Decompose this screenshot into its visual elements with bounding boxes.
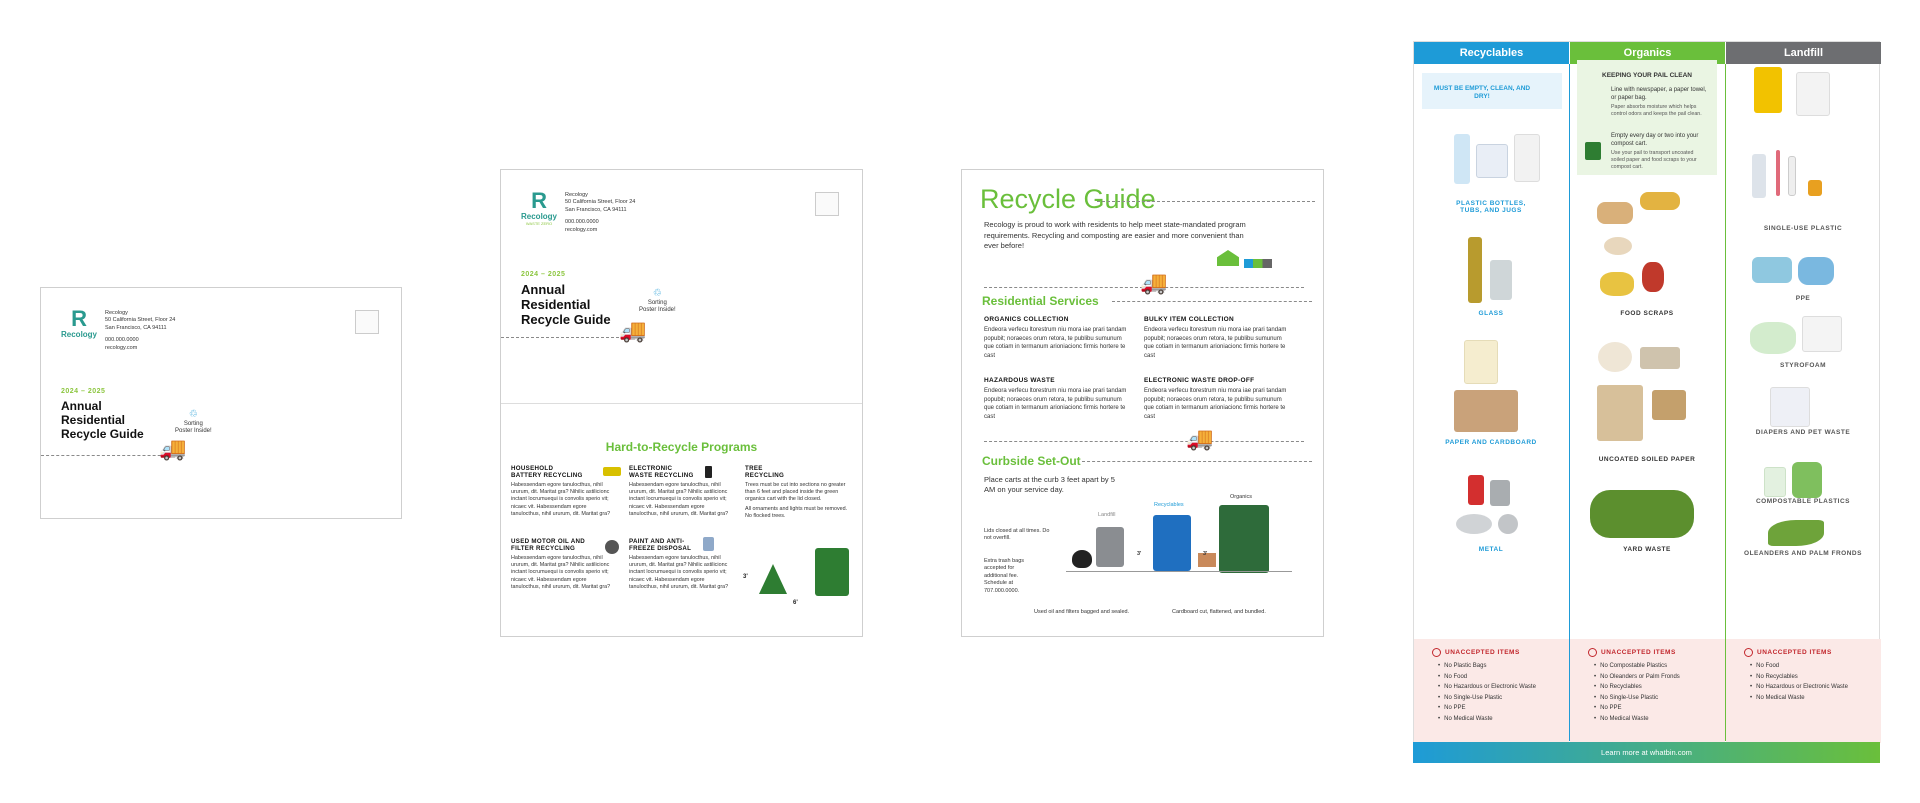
column-header-organics: Organics <box>1570 42 1725 64</box>
service-text: Endeora verfecu ltorestrum niu mora iae prari tandam popubit; noraeces orum retora, te publibu sumunum que cotiam in termanum arioniacionc firmis hortere te cast <box>984 388 1127 421</box>
service-text: Endeora verfecu ltorestrum niu mora iae prari tandam popubit; noraeces orum retora, te publibu sumunum que cotiam in termanum arioniacionc firmis hortere te cast <box>984 327 1127 360</box>
unaccepted-item: • No Hazardous or Electronic Waste <box>1438 684 1569 690</box>
ban-icon <box>1588 648 1597 657</box>
service-bulky <box>1144 316 1292 361</box>
bins-mini-icon <box>1244 259 1272 268</box>
title-line: Residential <box>521 296 591 312</box>
phone-icon <box>705 466 712 478</box>
postcard-small <box>40 287 402 519</box>
chip-bag-icon <box>1754 67 1782 113</box>
sorting-poster <box>1413 41 1880 763</box>
program-text: Habessendam egore tanulocthus, nihil ururum, dit. Maritat gra? Nihilic astilicionc inctant locrumuequi is convolis sperio vit; nicaec vit. Habessendam egore tanulocthus, nihil ururum, dit. Maritat gra? <box>511 554 611 591</box>
sorting-line: Poster Inside! <box>175 428 212 435</box>
program-text: Habessendam egore tanulocthus, nihil ururum, dit. Maritat gra? Nihilic astilicionc inctant locrumuequi is convolis sperio vit; nicaec vit. Habessendam egore tanulocthus, nihil ururum, dit. Maritat gra? <box>629 481 729 518</box>
title-line: Recycle Guide <box>521 311 611 327</box>
program-paint <box>629 538 733 591</box>
program-battery <box>511 465 615 518</box>
pail-tips-title: KEEPING YOUR PAIL CLEAN <box>1602 72 1692 79</box>
unaccepted-item: • No Single-Use Plastic <box>1438 695 1569 701</box>
bin-label-recyclables: Recyclables <box>1154 502 1184 508</box>
glass-jar-icon <box>1490 260 1512 300</box>
cat-metal: METAL <box>1478 546 1504 553</box>
house-icon <box>1217 250 1239 266</box>
recycle-icon: ♲ <box>652 288 662 299</box>
truck-icon: 🚚 <box>159 436 187 461</box>
program-tree <box>745 465 853 520</box>
cat-soiled-paper: UNCOATED SOILED PAPER <box>1598 456 1696 463</box>
bin-label-landfill: Landfill <box>1098 512 1116 518</box>
residential-services-title: Residential Services <box>982 294 1099 308</box>
gap-label: 3' <box>1203 551 1208 557</box>
banana-peel-icon <box>1600 272 1634 296</box>
recycle-guide-page <box>961 169 1324 637</box>
cat-oleanders: OLEANDERS AND PALM FRONDS <box>1744 550 1862 557</box>
column-header-recyclables: Recyclables <box>1414 42 1569 64</box>
landfill-cart <box>1096 527 1124 567</box>
program-text: Habessendam egore tanulocthus, nihil ururum, dit. Maritat gra? Nihilic astilicionc inctant locrumuequi is convolis sperio vit; nicaec vit. Habessendam egore tanulocthus, nihil ururum, dit. Maritat gra? <box>511 481 611 518</box>
service-organics <box>984 316 1132 361</box>
address-line: 50 California Street, Floor 24 <box>105 317 176 324</box>
return-address <box>105 310 175 352</box>
note-cardboard: Cardboard cut, flattened, and bundled. <box>1172 609 1266 615</box>
unaccepted-item: • No Food <box>1438 674 1569 680</box>
pail-tip-1: Line with newspaper, a paper towel, or paper bag. <box>1611 87 1707 102</box>
eggshell-icon <box>1604 237 1632 255</box>
cardboard-icon <box>1454 390 1518 432</box>
address-line: San Francisco, CA 94111 <box>105 324 167 331</box>
tree-dim-width: 6' <box>793 600 798 606</box>
recyclables-cart <box>1153 515 1191 571</box>
egg-carton-icon <box>1640 347 1680 369</box>
oil-can-icon <box>605 540 619 554</box>
compostable-bag-icon <box>1792 462 1822 498</box>
stamp-box <box>815 192 839 216</box>
address-line: 50 California Street, Floor 24 <box>565 199 636 206</box>
face-mask-icon <box>1752 257 1792 283</box>
pail-tip-1-detail: Paper absorbs moisture which helps control odors and keeps the pail clean. <box>1611 104 1702 117</box>
unaccepted-item: • No Compostable Plastics <box>1594 663 1725 669</box>
unaccepted-item: • No Recyclables <box>1594 684 1725 690</box>
pail-tips-box <box>1577 60 1717 175</box>
note-lids: Lids closed at all times. Do not overfill. <box>984 528 1050 542</box>
note-bags: Extra trash bags accepted for additional fee. Schedule at 707.000.0000. <box>984 558 1025 594</box>
sorting-line: Poster Inside! <box>639 307 676 314</box>
curb-line <box>1066 571 1292 572</box>
cat-yard-waste: YARD WASTE <box>1623 546 1671 553</box>
unaccepted-item: • No Plastic Bags <box>1438 663 1569 669</box>
cat-plastic: PLASTIC BOTTLES, TUBS, AND JUGS <box>1456 200 1526 214</box>
website: recology.com <box>105 344 138 351</box>
unaccepted-item: • No Single-Use Plastic <box>1594 695 1725 701</box>
years-label: 2024 – 2025 <box>521 271 566 278</box>
program-ewaste <box>629 465 733 518</box>
unaccepted-item: • No Food <box>1750 663 1881 669</box>
address-line: Recology <box>105 310 128 316</box>
address-line: San Francisco, CA 94111 <box>565 206 627 213</box>
unaccepted-recyclables <box>1414 639 1569 743</box>
recycle-guide-title: Recycle Guide <box>980 184 1156 214</box>
unaccepted-title: UNACCEPTED ITEMS <box>1445 649 1520 657</box>
recycle-guide-intro: Recology is proud to work with residents to help meet state-mandated program requirements. Recycling and composting are easier and more convenient than ever before! <box>984 220 1246 250</box>
foil-tray-icon <box>1456 514 1492 534</box>
service-ewaste <box>1144 377 1292 422</box>
postcard-bifold <box>500 169 863 637</box>
trash-bag-icon <box>1072 550 1092 568</box>
battery-icon <box>603 467 621 476</box>
program-title: PAINT AND ANTI- <box>629 538 685 545</box>
service-hazardous <box>984 377 1132 422</box>
program-title: FREEZE DISPOSAL <box>629 545 692 553</box>
packing-peanuts-icon <box>1750 322 1796 354</box>
stamp-box <box>355 310 379 334</box>
recology-logo-tag: WASTE ZERO <box>525 221 553 226</box>
foil-ball-icon <box>1498 514 1518 534</box>
cat-food-scraps: FOOD SCRAPS <box>1620 310 1674 317</box>
sorting-line: Sorting <box>647 300 667 306</box>
cat-paper: PAPER AND CARDBOARD <box>1445 439 1537 446</box>
program-text: All ornaments and lights must be removed. No flocked trees. <box>745 505 848 520</box>
unaccepted-item: • No PPE <box>1438 705 1569 711</box>
clear-cup-icon <box>1764 467 1786 497</box>
service-title: HAZARDOUS WASTE <box>984 377 1055 384</box>
cat-single-use: SINGLE-USE PLASTIC <box>1763 225 1843 232</box>
plastic-bag-icon <box>1796 72 1830 116</box>
tin-can-icon <box>1490 480 1510 506</box>
corn-icon <box>1640 192 1680 210</box>
unaccepted-item: • No Medical Waste <box>1594 716 1725 722</box>
tree-dim-height: 3' <box>743 574 748 580</box>
guide-title <box>521 283 611 328</box>
hard-to-recycle-title: Hard-to-Recycle Programs <box>605 440 758 454</box>
fold-line <box>501 403 862 404</box>
unaccepted-item: • No Recyclables <box>1750 674 1881 680</box>
service-title: ORGANICS COLLECTION <box>984 316 1069 323</box>
program-title: TREE <box>745 465 763 472</box>
bread-icon <box>1597 202 1633 224</box>
unaccepted-item: • No Medical Waste <box>1750 695 1881 701</box>
program-title: RECYCLING <box>745 472 785 480</box>
organics-cart-icon <box>815 548 849 596</box>
unaccepted-item: • No Oleanders or Palm Fronds <box>1594 674 1725 680</box>
plastic-wrap-icon <box>1752 154 1766 198</box>
route-line <box>1112 301 1312 302</box>
program-text: Habessendam egore tanulocthus, nihil ururum, dit. Maritat gra? Nihilic astilicionc inctant locrumuequi is convolis sperio vit; nicaec vit. Habessendam egore tanulocthus, nihil ururum, dit. Maritat gra? <box>629 554 729 591</box>
truck-icon: 🚚 <box>1140 270 1168 295</box>
yogurt-tub-icon <box>1476 144 1508 178</box>
program-title: ELECTRONIC <box>629 465 673 472</box>
cat-diapers: DIAPERS AND PET WASTE <box>1755 429 1851 436</box>
compost-pail-icon <box>1585 142 1601 160</box>
service-title: BULKY ITEM COLLECTION <box>1144 316 1234 323</box>
title-line: Annual <box>61 399 102 413</box>
foam-container-icon <box>1802 316 1842 352</box>
phone-number: 000.000.0000 <box>105 337 139 344</box>
apple-core-icon <box>1642 262 1664 292</box>
takeout-box-icon <box>1652 390 1686 420</box>
wine-bottle-icon <box>1468 237 1482 303</box>
must-be-empty-note: MUST BE EMPTY, CLEAN, AND DRY! <box>1422 73 1562 109</box>
truck-icon: 🚚 <box>1186 426 1214 451</box>
curbside-title: Curbside Set-Out <box>982 454 1081 468</box>
unaccepted-item: • No Hazardous or Electronic Waste <box>1750 684 1881 690</box>
column-header-landfill: Landfill <box>1726 42 1881 64</box>
recycle-icon: ♲ <box>188 409 198 420</box>
route-line <box>1097 201 1315 202</box>
service-title: ELECTRONIC WASTE DROP-OFF <box>1144 377 1255 384</box>
route-line <box>1082 461 1312 462</box>
sorting-badge <box>175 409 212 435</box>
unaccepted-item: • No PPE <box>1594 705 1725 711</box>
cat-styrofoam: STYROFOAM <box>1779 362 1827 369</box>
recology-logo <box>521 190 557 226</box>
route-line <box>501 337 629 338</box>
unaccepted-organics <box>1570 639 1725 743</box>
program-text: Trees must be cut into sections no greater than 6 feet and placed inside the green organics cart with the lid closed. <box>745 481 846 503</box>
ban-icon <box>1744 648 1753 657</box>
sorting-line: Sorting <box>183 421 203 427</box>
yard-waste-icon <box>1590 490 1694 538</box>
years-label: 2024 – 2025 <box>61 388 106 395</box>
soda-can-icon <box>1468 475 1484 505</box>
route-line <box>984 441 1304 442</box>
recology-logo <box>61 308 97 339</box>
program-title: HOUSEHOLD <box>511 465 554 472</box>
recology-logo-word: Recology <box>61 330 98 339</box>
service-text: Endeora verfecu ltorestrum niu mora iae prari tandam popubit; noraeces orum retora, te publibu sumunum que cotiam in termanum arioniacionc firmis hortere te cast <box>1144 327 1287 360</box>
gap-label: 3' <box>1137 551 1142 557</box>
diaper-icon <box>1770 387 1810 427</box>
address-line: Recology <box>565 192 588 198</box>
title-line: Residential <box>61 412 126 427</box>
title-line: Annual <box>521 282 566 297</box>
milk-jug-icon <box>1514 134 1540 182</box>
water-bottle-icon <box>1454 134 1470 184</box>
pizza-box-icon <box>1597 385 1643 441</box>
note-oil: Used oil and filters bagged and sealed. <box>1034 609 1130 615</box>
paper-plate-icon <box>1598 342 1632 372</box>
program-title: WASTE RECYCLING <box>629 472 694 480</box>
pail-tip-2-detail: Use your pail to transport uncoated soiled paper and food scraps to your compost cart. <box>1611 150 1697 170</box>
program-motor-oil <box>511 538 615 591</box>
curbside-text: Place carts at the curb 3 feet apart by 5 AM on your service day. <box>984 475 1115 495</box>
return-address <box>565 192 635 234</box>
program-title: USED MOTOR OIL AND <box>511 538 586 545</box>
poster-footer: Learn more at whatbin.com <box>1413 742 1880 763</box>
pail-tip-2: Empty every day or two into your compost cart. <box>1611 133 1699 148</box>
recology-logo-mark: R <box>71 306 87 331</box>
program-title: BATTERY RECYCLING <box>511 472 583 480</box>
unaccepted-item: • No Medical Waste <box>1438 716 1569 722</box>
cat-glass: GLASS <box>1478 310 1504 317</box>
paint-can-icon <box>703 537 714 551</box>
recology-logo-mark: R <box>531 188 547 213</box>
program-title: FILTER RECYCLING <box>511 545 576 553</box>
website: recology.com <box>565 226 598 233</box>
bin-label-organics: Organics <box>1230 494 1253 500</box>
tree-icon <box>759 564 787 594</box>
straw-icon <box>1776 150 1780 196</box>
truck-icon: 🚚 <box>619 318 647 343</box>
recology-logo-word: Recology <box>521 212 558 221</box>
cat-compostable: COMPOSTABLE PLASTICS <box>1755 498 1851 505</box>
glove-icon <box>1798 257 1834 285</box>
title-line: Recycle Guide <box>61 426 144 441</box>
cutlery-icon <box>1788 156 1796 196</box>
unaccepted-title: UNACCEPTED ITEMS <box>1601 649 1676 657</box>
organics-cart <box>1219 505 1269 573</box>
phone-number: 000.000.0000 <box>565 219 599 226</box>
paper-icon <box>1464 340 1498 384</box>
guide-title <box>61 400 144 441</box>
palm-frond-icon <box>1768 520 1824 546</box>
sauce-cup-icon <box>1808 180 1822 196</box>
sorting-badge <box>639 288 676 314</box>
unaccepted-title: UNACCEPTED ITEMS <box>1757 649 1832 657</box>
cat-ppe: PPE <box>1795 295 1811 302</box>
service-text: Endeora verfecu ltorestrum niu mora iae prari tandam popubit; noraeces orum retora, te publibu sumunum que cotiam in termanum arioniacionc firmis hortere te cast <box>1144 388 1287 421</box>
unaccepted-landfill <box>1726 639 1881 743</box>
ban-icon <box>1432 648 1441 657</box>
